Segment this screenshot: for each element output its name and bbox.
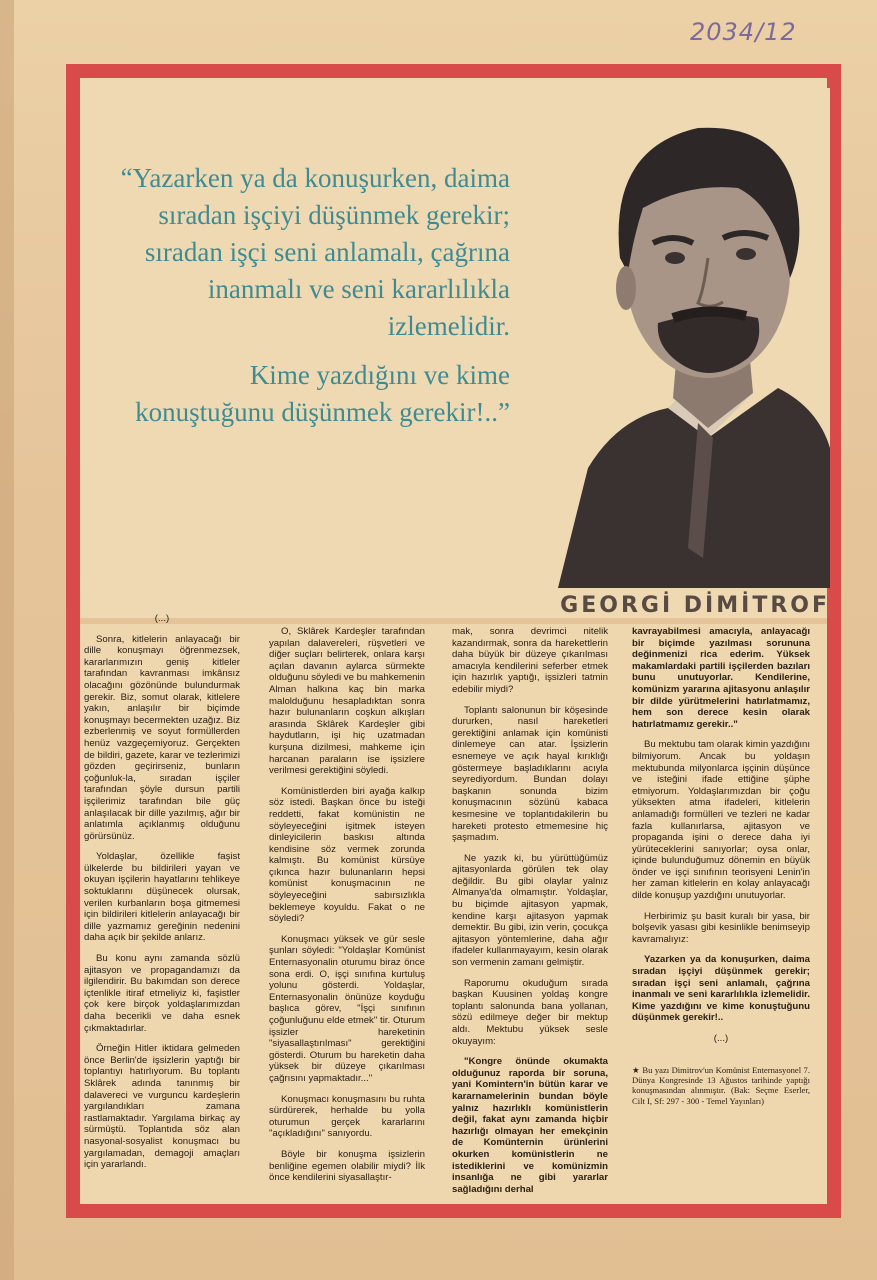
paragraph: Bu mektubu tam olarak kimin yazdığını bilmiyorum. Ancak bu yoldaşın mektubunda milyonlarca işçinin düşünce ve isteğini ifade ettiğine şüphe etmiyorum. Yoldaşlarımızdan bir çoğu yüksekten atma ifadeleri, kitlelerin anlamadığı formülleri ve tezleri ne kadar fazla kullanırlarsa, ajitasyon ve propaganda işini o derece daha iyi yürüteceklerini sanıyorlar; oysa onlar, içinde bulunduğumuz dönemin en büyük önder ve işçi sınıfının teorisyeni Lenin'in her zaman kitlelerin en kolay anlayacağı dilde konuşup yazdığını unutuyorlar. bbox=[632, 739, 810, 902]
paragraph: Sonra, kitlelerin anlayacağı bir dille konuşmayı öğrenmezsek, kararlarımızın geniş kitleler tarafından kavranması imkânsız olacağını gözönünde bulundurmak gerekir. Biz, somut olarak, kitlelere yakın, anlaşılır bir biçimde konuşmayı becermekten uzağız. Biz ezberlenmiş ve soyut formüllerden henüz vazgeçemiyoruz. Gerçekten de bildiri, gazete, karar ve tezlerimizi gözden geçirirseniz, bunların çoğunluk-la, sıradan işçiler tarafından şöyle dursun partili işçilerimiz tarafından bile güç anlaşılacak bir dille yazılmış, ağır bir anlatımla açıklanmış olduğunu görürsünüz. bbox=[84, 633, 240, 842]
pull-quote bbox=[110, 160, 510, 443]
article-column-1 bbox=[84, 613, 240, 1180]
paragraph: Yazarken ya da konuşurken, daima sıradan işçiyi düşünmek gerekir; sıradan işçi seni anlamalı, çağrına inanmalı ve seni kararlılıkla izlemelidir. Kime yazdığını ve kime konuştuğunu düşünmek gerekir!.. bbox=[632, 954, 810, 1024]
quote-part-2: Kime yazdığını ve kime konuştuğunu düşünmek gerekir!..” bbox=[135, 360, 510, 427]
article-column-2 bbox=[269, 626, 425, 1193]
paragraph: (...) bbox=[713, 1033, 729, 1044]
paragraph: O, Sklârek Kardeşler tarafından yapılan dalavereleri, rüşvetleri ve diğer suçları belirterek, onlara karşı açılan davanın aylarca sürmekte olduğunu söyledi ve bu mahkemenin Alman halkına kaç bin marka malolduğunu hesapladıktan sonra hazır bulunanların coşkun alkışları arasında Sklârek Kardeşler gibi haydutların, işi hiç uzatmadan kurşuna dizilmesi, mahkeme için harcanan paraların ise işsizlere verilmesi gerektiğini söyledi. bbox=[269, 626, 425, 777]
footnote: ★ Bu yazı Dimitrov'un Komünist Enternasyonel 7. Dünya Kongresinde 13 Ağustos tarihinde yaptığı konuşmasından alınmıştır. (Bak: Seçme Eserler, Cilt I, Sf: 297 - 300 - Temel Yayınları) bbox=[632, 1064, 810, 1106]
paragraph: "Kongre önünde okumakta olduğunuz raporda bir soruna, yani Komintern'in bütün karar ve kararnamelerinin bundan böyle yalnız hazırlıklı komünistlerin değil, fakat aynı zamanda hiçbir hazırlığı olmayan her emekçinin de Komünternin ürünlerini okurken komünistlerin ne istediklerini ve komünizmin insanlığa ne gibi yararlar sağladığını derhal bbox=[452, 1056, 608, 1195]
paragraph: Örneğin Hitler iktidara gelmeden önce Berlin'de işsizlerin yaptığı bir toplantıyı hatırlıyorum. Bu toplantı Sklârek adında tanınmış bir dalavereci ve vurguncu kardeşlerin yargılandıkları zamana rastlamaktadır. Yargılama birkaç ay sürmüştü. Toplantıda söz alan nasyonal-sosyalist konuşmacı bu yargılamadan, demagoji amaçları için yararlandı. bbox=[84, 1043, 240, 1171]
paragraph: Konuşmacı yüksek ve gür sesle şunları söyledi: "Yoldaşlar Komünist Enternasyonalin oturumu biraz önce sona erdi. O, işçi sınıfına kurtuluş yolunu gösterdi. Yoldaşlar, Enternasyonalin önünüze koyduğu başlıca görev, "İşçi sınıfının çoğunluğunu elde etmek" tir. Oturum işsizler hareketinin "siyasallaştırılması" gerektiğini gösterdi. Oturum bu hareketin daha yüksek bir düzeye çıkarılması çağrısını yapmaktadır..." bbox=[269, 933, 425, 1084]
paragraph: Komünistlerden biri ayağa kalkıp söz istedi. Başkan önce bu isteği reddetti, fakat komünistin ne söyleyeceğini işitmek isteyen dinleyicilerin baskısı altında kendisine söz vermek zorunda kalmıştı. Bu komünist kürsüye çıkınca hazır bulunanların hepsi komünist konuşmacının ne söyleyeceğini sabırsızlıkla beklemeye koyuldu. Fakat o ne söyledi? bbox=[269, 785, 425, 925]
paragraph: Yoldaşlar, özellikle faşist ülkelerde bu bildirileri yayan ve okuyan işçilerin hayatlarını tehlikeye soktuklarını düşünecek olursak, verilen kurbanların boşa gitmemesi için bildirileri kitlelerin anlayacağı bir dille yazmamız gereğinin nedenini daha açık bir şekilde anlarız. bbox=[84, 851, 240, 944]
paragraph: Konuşmacı konuşmasını bu ruhta sürdürerek, herhalde bu yolla oturumun gerçek kararlarını "açıkladığını" sanıyordu. bbox=[269, 1093, 425, 1140]
article-column-3 bbox=[452, 626, 608, 1204]
paragraph: (...) bbox=[154, 613, 170, 624]
page-number: 2034/12 bbox=[690, 18, 797, 46]
paragraph: Bu konu aynı zamanda sözlü ajitasyon ve propagandamızı da ilgilendirir. Bu bakımdan son derece içtenlikle itiraf etmeliyiz ki, faşistler çok kere birçok yoldaşlarımızdan daha becerikli ve daha esnek çıkmaktadırlar. bbox=[84, 953, 240, 1034]
article-column-4 bbox=[632, 626, 810, 1115]
paragraph: Ne yazık ki, bu yürüttüğümüz ajitasyonlarda görülen tek olay değildir. Bu gibi olaylar yalnız Almanya'da olmamıştır. Yoldaşlar, bu biçimde ajitasyon yapmak, kendine karşı ajitasyon yapmak demektir. Bu gibi, izin verin, çocukça ajitasyon yöntemlerine, daha ağır ifadeler kullanmayayım, kesin olarak son vermenin zamanı gelmiştir. bbox=[452, 852, 608, 969]
paragraph: mak, sonra devrimci nitelik kazandırmak, sonra da harekettlerin daha büyük bir düzeye çıkarılması amacıyla kendilerini seferber etmek için hazırlık yaptığı, işsizleri tatmin edebilir miydi? bbox=[452, 626, 608, 695]
portrait-photo bbox=[548, 88, 830, 588]
page-edge bbox=[0, 0, 14, 1280]
paragraph: Böyle bir konuşma işsizlerin benliğine egemen olabilir miydi? İlk önce kendilerini siyasallaştır- bbox=[269, 1148, 425, 1184]
paragraph: kavrayabilmesi amacıyla, anlayacağı bir biçimde yazılması sorununa değinmenizi rica ederim. Yüksek makamlardaki partili işçilerden bazıları bunu unutuyorlar. Kendilerine, komünizm yararına ajitasyonu anlaşılır bir dilde yürütmelerini hatırlatmamız, hem son derece kesin olarak hatırlatmamız gerekir.." bbox=[632, 626, 810, 730]
author-name: GEORGİ DİMİTROF bbox=[560, 593, 830, 618]
paragraph: Herbirimiz şu basit kuralı bir yasa, bir bolşevik yasası gibi kesinlikle benimseyip kavramalıyız: bbox=[632, 910, 810, 945]
paragraph: Raporumu okuduğum sırada başkan Kuusinen yoldaş kongre toplantı salonunda bana yollanan, sözü edilmeye değer bir mektup aldı. Mektubu yüksek sesle okuyayım: bbox=[452, 977, 608, 1047]
quote-part-1: “Yazarken ya da konuşurken, daima sıradan işçiyi düşünmek gerekir; sıradan işçi seni anlamalı, çağrına inanmalı ve seni kararlılıkla izlemelidir. bbox=[120, 163, 510, 341]
paragraph: Toplantı salonunun bir köşesinde dururken, nasıl hareketleri gerektiğini anlamak için komünisti dinlemeye can atar. İşsizlerin esnemeye ve açık hayal kırıklığı göstermeye başladıklarını acıyla seyrediyordum. Bundan dolayı başkanın sonunda bizim konuşmacının sözünü kabaca kesmesine ve toplantıdakilerin bu hareketi protesto etmemesine hiç şaşmadım. bbox=[452, 704, 608, 844]
